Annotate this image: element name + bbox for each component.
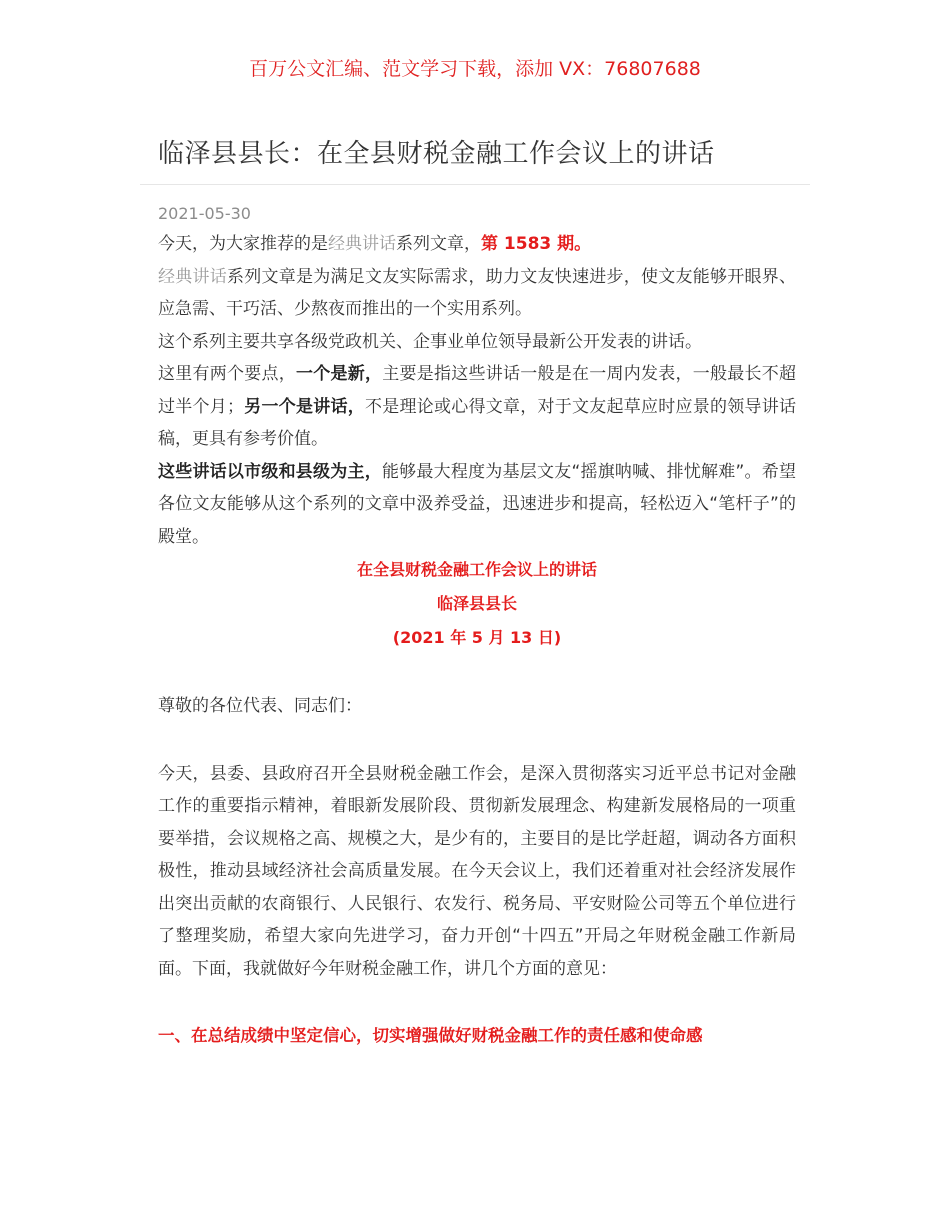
article-body — [158, 228, 796, 1053]
speech-title: 在全县财税金融工作会议上的讲话 — [356, 560, 597, 579]
intro-text: 主要是指这些讲话一般是在一周内发表，一般最长不超过半个月； — [158, 364, 796, 417]
title-divider — [140, 184, 810, 185]
spacer — [158, 655, 796, 690]
key-point-2: 另一个是讲话， — [244, 396, 365, 417]
intro-paragraph-4 — [158, 358, 796, 456]
intro-paragraph-1 — [158, 228, 796, 261]
publish-date: 2021-05-30 — [158, 204, 251, 223]
intro-text: 不是理论或心得文章，对于文友起草应时应景的领导讲话稿，更具有参考价值。 — [158, 396, 796, 449]
intro-paragraph-5 — [158, 456, 796, 554]
intro-paragraph-2 — [158, 261, 796, 326]
intro-paragraph-3: 这个系列主要共享各级党政机关、企事业单位领导最新公开发表的讲话。 — [158, 331, 702, 352]
spacer — [158, 723, 796, 758]
speech-speaker: 临泽县县长 — [436, 594, 517, 613]
series-name: 经典讲话 — [158, 266, 227, 287]
focus-statement: 这些讲话以市级和县级为主， — [158, 461, 382, 482]
speech-date: (2021 年 5 月 13 日) — [392, 628, 562, 647]
intro-text: 这里有两个要点， — [158, 364, 296, 384]
intro-text: 系列文章， — [396, 234, 481, 254]
series-name: 经典讲话 — [328, 234, 396, 254]
issue-number: 第 1583 期。 — [481, 234, 592, 254]
article-title: 临泽县县长：在全县财税金融工作会议上的讲话 — [158, 139, 715, 169]
body-paragraph-1: 今天，县委、县政府召开全县财税金融工作会，是深入贯彻落实习近平总书记对金融工作的重要指示精神，着眼新发展阶段、贯彻新发展理念、构建新发展格局的一项重要举措，会议规格之高、规模之大，是少有的，主要目的是比学赶超，调动各方面积极性，推动县域经济社会高质量发展。在今天会议上，我们还着重对社会经济发展作出突出贡献的农商银行、人民银行、农发行、税务局、平安财险公司等五个单位进行了整理奖励，希望大家向先进学习，奋力开创“十四五”开局之年财税金融工作新局面。下面，我就做好今年财税金融工作，讲几个方面的意见： — [158, 763, 796, 979]
salutation: 尊敬的各位代表、同志们： — [158, 696, 362, 716]
intro-text: 能够最大程度为基层文友“摇旗呐喊、排忧解难”。希望各位文友能够从这个系列的文章中汲养受益，迅速进步和提高，轻松迈入“笔杆子”的殿堂。 — [158, 461, 796, 547]
intro-text: 今天，为大家推荐的是 — [158, 234, 328, 254]
section-heading-1: 一、在总结成绩中坚定信心，切实增强做好财税金融工作的责任感和使命感 — [158, 1026, 703, 1045]
intro-text: 系列文章是为满足文友实际需求，助力文友快速进步，使文友能够开眼界、应急需、干巧活、少熬夜而推出的一个实用系列。 — [158, 266, 796, 319]
key-point-1: 一个是新， — [296, 364, 383, 384]
promo-banner: 百万公文汇编、范文学习下载，添加 VX：76807688 — [249, 58, 701, 80]
spacer — [158, 985, 796, 1020]
